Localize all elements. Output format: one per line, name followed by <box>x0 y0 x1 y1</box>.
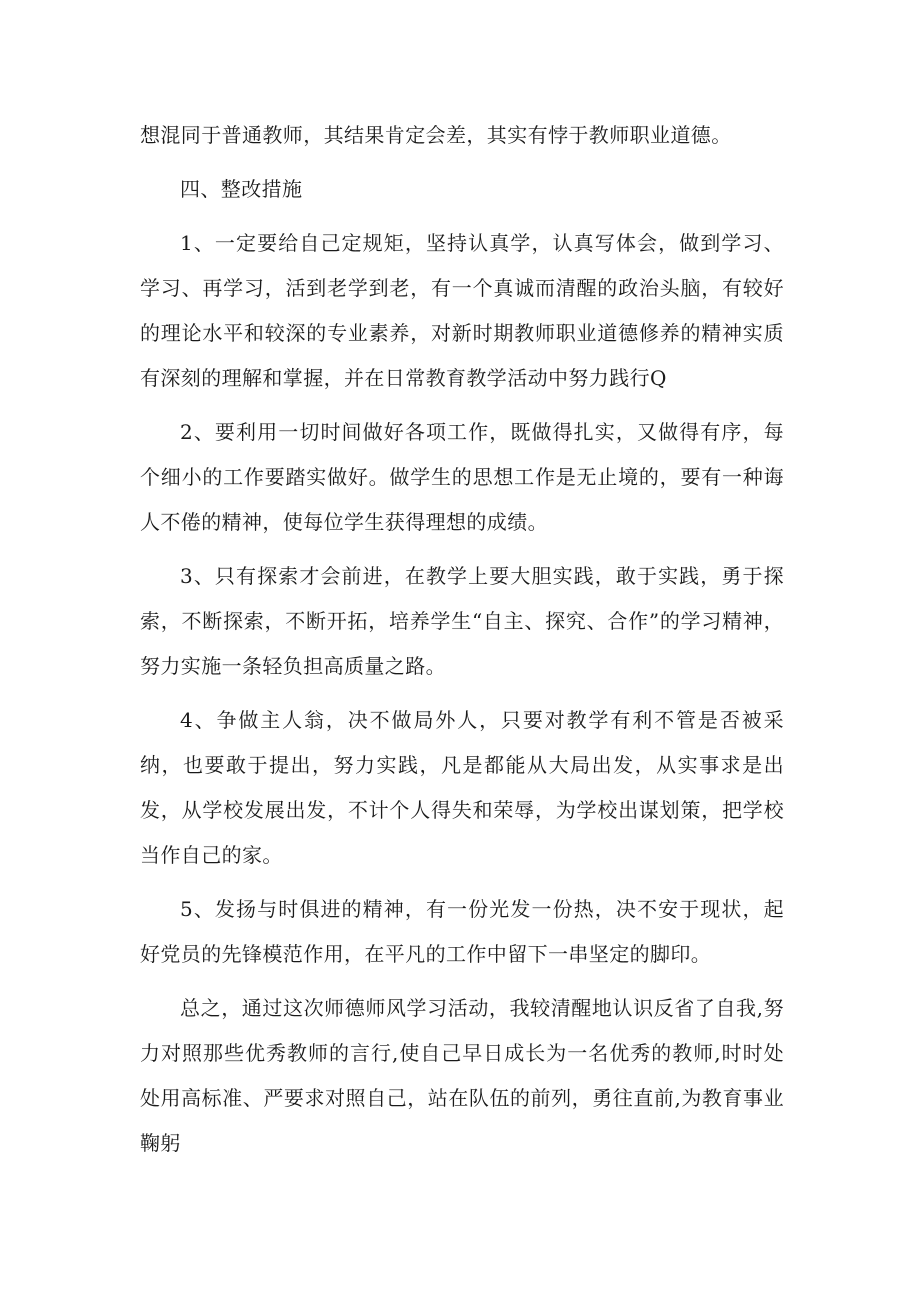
section-heading: 四、整改措施 <box>180 177 303 201</box>
measure-item-1: 1、一定要给自己定规矩，坚持认真学，认真写体会，做到学习、学习、再学习，活到老学到老，有一个真诚而清醒的政治头脑，有较好的理论水平和较深的专业素养，对新时期教师职业道德修养的精神实质有深刻的理解和掌握，并在日常教育教学活动中努力践行Q <box>140 231 784 390</box>
summary-paragraph: 总之，通过这次师德师风学习活动，我较清醒地认识反省了自我,努力对照那些优秀教师的言行,使自己早日成长为一名优秀的教师,时时处处用高标准、严要求对照自己，站在队伍的前列，勇往直前,为教育事业鞠躬 <box>140 996 784 1155</box>
measure-item-2: 2、要利用一切时间做好各项工作，既做得扎实，又做得有序，每个细小的工作要踏实做好。做学生的思想工作是无止境的，要有一种诲人不倦的精神，使每位学生获得理想的成绩。 <box>140 420 784 534</box>
measure-item-3: 3、只有探索才会前进，在教学上要大胆实践，敢于实践，勇于探索，不断探索，不断开拓，培养学生“自主、探究、合作”的学习精神，努力实施一条轻负担高质量之路。 <box>140 564 784 678</box>
measure-item-5: 5、发扬与时俱进的精神，有一份光发一份热，决不安于现状，起好党员的先锋模范作用，在平凡的工作中留下一串坚定的脚印。 <box>140 897 784 966</box>
document-body <box>140 113 784 1166</box>
measure-item-4: 4、争做主人翁，决不做局外人，只要对教学有利不管是否被采纳，也要敢于提出，努力实践，凡是都能从大局出发，从实事求是出发，从学校发展出发，不计个人得失和荣辱，为学校出谋划策，把学校当作自己的家。 <box>140 708 784 867</box>
continuation-paragraph: 想混同于普通教师，其结果肯定会差，其实有悖于教师职业道德。 <box>140 123 732 147</box>
